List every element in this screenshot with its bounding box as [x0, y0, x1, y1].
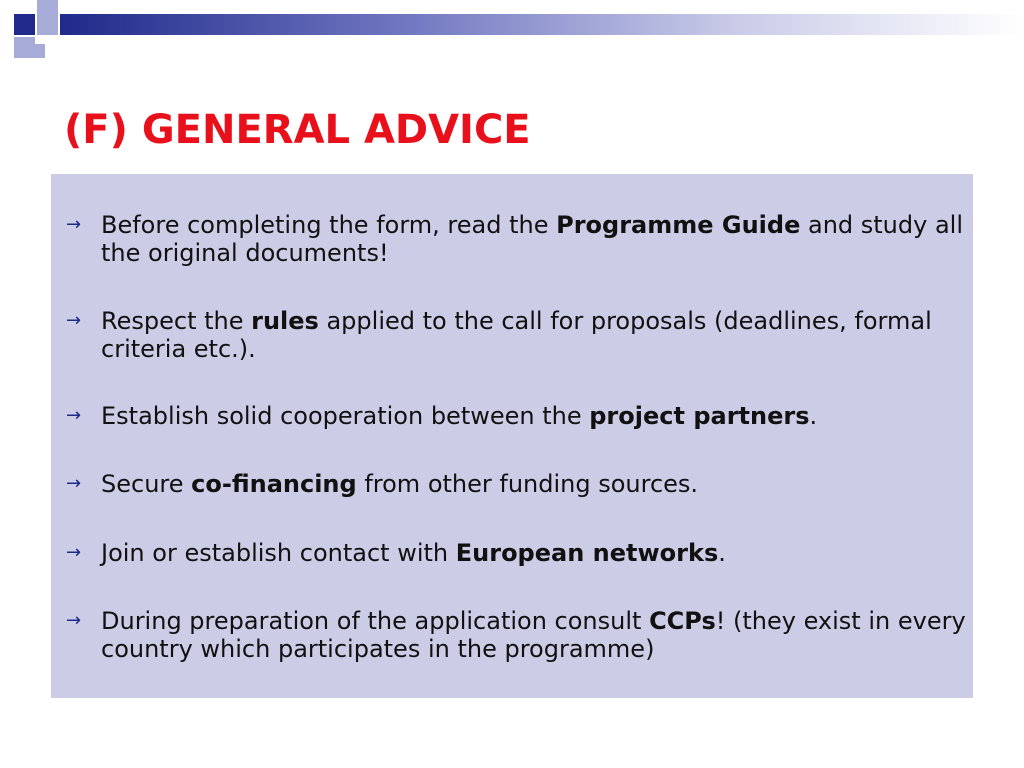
bullet-text: Secure co-financing from other funding sources.	[101, 470, 699, 498]
header-square-light-2	[37, 14, 58, 35]
header-square-light-1	[37, 0, 58, 14]
bullet-text: Respect the rules applied to the call for proposals (deadlines, formal criteria etc.).	[101, 307, 932, 363]
arrow-icon: →	[66, 310, 82, 331]
content-panel	[51, 174, 973, 698]
header-square-dark-1	[14, 14, 35, 35]
arrow-icon: →	[66, 405, 82, 426]
arrow-icon: →	[66, 473, 82, 494]
arrow-icon: →	[66, 610, 82, 631]
slide-title: (F) GENERAL ADVICE	[64, 107, 531, 153]
bullet-text: During preparation of the application consult CCPs! (they exist in every country which participates in the programme)	[101, 607, 966, 663]
arrow-icon: →	[66, 542, 82, 563]
arrow-icon: →	[66, 214, 82, 235]
bullet-text: Before completing the form, read the Programme Guide and study all the original documents!	[101, 211, 964, 267]
header-square-light-4	[31, 44, 45, 58]
bullet-text: Join or establish contact with European networks.	[101, 539, 726, 567]
header-gradient-bar	[60, 14, 1024, 35]
bullet-text: Establish solid cooperation between the project partners.	[101, 402, 818, 430]
